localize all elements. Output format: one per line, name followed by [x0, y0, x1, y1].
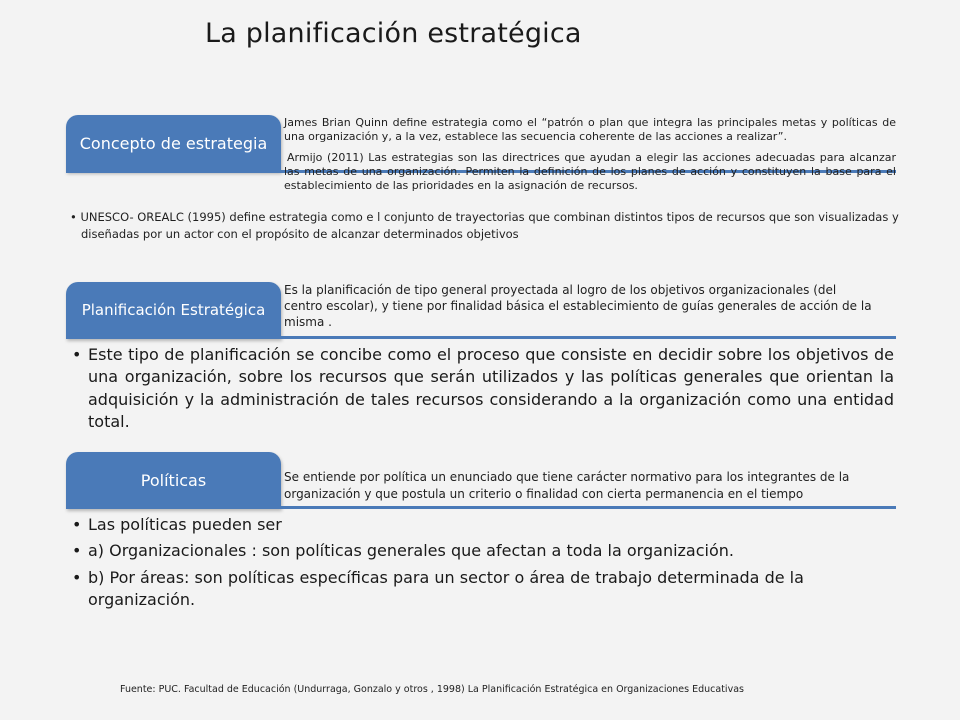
unesco-text: UNESCO- OREALC (1995) define estrategia como e l conjunto de trayectorias que combinan distintos tipos de recursos que son visualizadas y diseñadas por un actor con el propósito de alcanzar determinados objetivos [80, 210, 899, 242]
tab-concepto-estrategia [66, 115, 281, 172]
source-footer: Fuente: PUC. Facultad de Educación (Undurraga, Gonzalo y otros , 1998) La Planificación Estratégica en Organizaciones Educativas [120, 684, 744, 695]
tab-planificacion-estrategica [66, 282, 281, 339]
planificacion-definition: Es la planificación de tipo general proyectada al logro de los objetivos organizacionales (del centro escolar), y tiene por finalidad básica el establecimiento de guías generales de acción de la misma . [284, 283, 872, 330]
list-item: • Este tipo de planificación se concibe como el proceso que consiste en decidir sobre los objetivos de una organización, sobre los recursos que serán utilizados y las políticas generales que orientan la adquisición y la administración de tales recursos considerando a la organización como una entidad total. [72, 344, 894, 434]
armijo-definition: Armijo (2011) Las estrategias son las directrices que ayudan a elegir las acciones adecuadas para alcanzar las metas de una organización. Permiten la definición de los planes de acción y constituyen la base para el establecimiento de las prioridades en la asignación de recursos. [284, 150, 896, 193]
politicas-text [284, 469, 896, 503]
planificacion-bullets [72, 344, 894, 438]
planificacion-text [284, 282, 876, 331]
politicas-bullets [72, 514, 894, 616]
tab-label: Planificación Estratégica [81, 301, 266, 319]
concepto-text [284, 116, 896, 199]
list-item: • a) Organizacionales : son políticas generales que afectan a toda la organización. [72, 540, 894, 562]
quinn-definition: James Brian Quinn define estrategia como el “patrón o plan que integra las principales metas y políticas de una organización y, a la vez, establece las secuencia coherente de las acciones a realizar”. [284, 116, 896, 144]
bullet-dot: • [70, 210, 81, 224]
tab-politicas [66, 452, 281, 509]
list-item: • b) Por áreas: son políticas específicas para un sector o área de trabajo determinada de la organización. [72, 567, 894, 612]
politicas-definition: Se entiende por política un enunciado que tiene carácter normativo para los integrantes de la organización y que postula un criterio o finalidad con cierta permanencia en el tiempo [284, 470, 850, 501]
list-item: • Las políticas pueden ser [72, 514, 894, 536]
unesco-bullet [70, 209, 911, 244]
slide-title: La planificación estratégica [205, 18, 582, 49]
tab-label: Concepto de estrategia [79, 134, 268, 153]
section-rule [66, 336, 896, 339]
section-rule [66, 506, 896, 509]
tab-label: Políticas [140, 471, 207, 490]
